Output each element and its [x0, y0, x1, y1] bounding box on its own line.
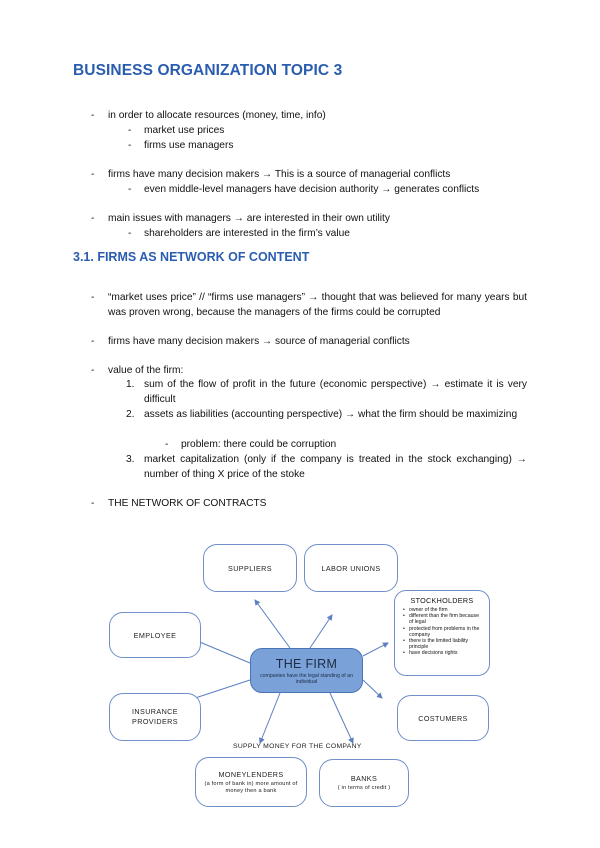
moneylenders-title: MONEYLENDERS — [218, 769, 284, 779]
node-the-firm — [250, 648, 363, 693]
bullet-dash: - — [91, 498, 95, 509]
banks-title: BANKS — [350, 774, 378, 783]
supply-money-label: SUPPLY MONEY FOR THE COMPANY — [233, 743, 362, 750]
node-costumers: COSTUMERS — [397, 695, 489, 741]
node-banks — [319, 759, 409, 807]
bullet-allocate-resources: in order to allocate resources (money, time, info) — [108, 110, 326, 121]
bullet-network-of-contracts: THE NETWORK OF CONTRACTS — [108, 498, 267, 509]
sub-bullet-dash: - — [128, 140, 132, 151]
firm-title: THE FIRM — [275, 657, 338, 671]
bullet-dash: - — [91, 292, 95, 303]
banks-subtitle: ( in terms of credit ) — [337, 785, 391, 791]
sub-bullet-dash: - — [128, 228, 132, 239]
bullet-dash: - — [91, 110, 95, 121]
stockholders-title: STOCKHOLDERS — [410, 596, 474, 605]
stockholders-item: • protected from problems in the company — [409, 626, 483, 638]
node-moneylenders — [195, 757, 307, 807]
value-item-market-cap: market capitalization (only if the company is treated in the stock exchanging) → number of thing X price of the stoke — [144, 454, 527, 480]
sub-bullet-dash: - — [128, 184, 132, 195]
stockholders-item: • there is the limited liability principle — [409, 638, 483, 650]
sub-bullet-dash: - — [128, 125, 132, 136]
node-employee: EMPLOYEE — [109, 612, 201, 658]
node-insurance-providers: INSURANCE PROVIDERS — [109, 693, 201, 741]
stockholders-list — [401, 607, 483, 657]
section-title: 3.1. FIRMS AS NETWORK OF CONTENT — [73, 250, 310, 264]
page-title: BUSINESS ORGANIZATION TOPIC 3 — [73, 62, 343, 79]
bullet-dash: - — [91, 336, 95, 347]
sub-bullet-shareholders: shareholders are interested in the firm’s value — [144, 228, 350, 239]
sub-bullet-corruption: problem: there could be corruption — [181, 439, 337, 450]
bullet-decision-makers-2: firms have many decision makers → source of managerial conflicts — [108, 336, 410, 347]
bullet-decision-makers: firms have many decision makers → This is a source of managerial conflicts — [108, 169, 451, 180]
firm-subtitle: companies have the legal standing of an individual — [260, 673, 353, 686]
bullet-dash: - — [91, 169, 95, 180]
node-stockholders — [394, 590, 490, 676]
list-number: 3. — [126, 454, 135, 465]
value-item-accounting: assets as liabilities (accounting perspective) → what the firm should be maximizing — [144, 409, 518, 420]
sub-bullet-firms-managers: firms use managers — [144, 140, 234, 151]
bullet-market-uses-price: “market uses price” // “firms use managers” → thought that was believed for many years but was proven wrong, because the managers of the firms could be corrupted — [108, 292, 527, 318]
stockholders-item: • have decisions rights — [409, 650, 483, 656]
node-suppliers: SUPPLIERS — [203, 544, 297, 592]
network-of-contracts-diagram — [100, 538, 500, 813]
bullet-main-issues: main issues with managers → are interested in their own utility — [108, 213, 390, 224]
list-number: 1. — [126, 379, 135, 390]
sub-bullet-market-prices: market use prices — [144, 125, 225, 136]
value-item-economic: sum of the flow of profit in the future (economic perspective) → estimate it is very difficult — [144, 379, 527, 405]
node-labor-unions: LABOR UNIONS — [304, 544, 398, 592]
list-number: 2. — [126, 409, 135, 420]
bullet-dash: - — [91, 365, 95, 376]
sub-bullet-middle-managers: even middle-level managers have decision authority → generates conflicts — [144, 184, 480, 195]
bullet-dash: - — [91, 213, 95, 224]
stockholders-item: • different than the firm because of legal — [409, 613, 483, 625]
moneylenders-subtitle: (a form of bank in) more amount of money then a bank — [204, 780, 298, 794]
sub-bullet-dash: - — [165, 439, 169, 450]
bullet-value-of-firm: value of the firm: — [108, 365, 184, 376]
stockholders-item: • owner of the firm — [409, 607, 483, 613]
